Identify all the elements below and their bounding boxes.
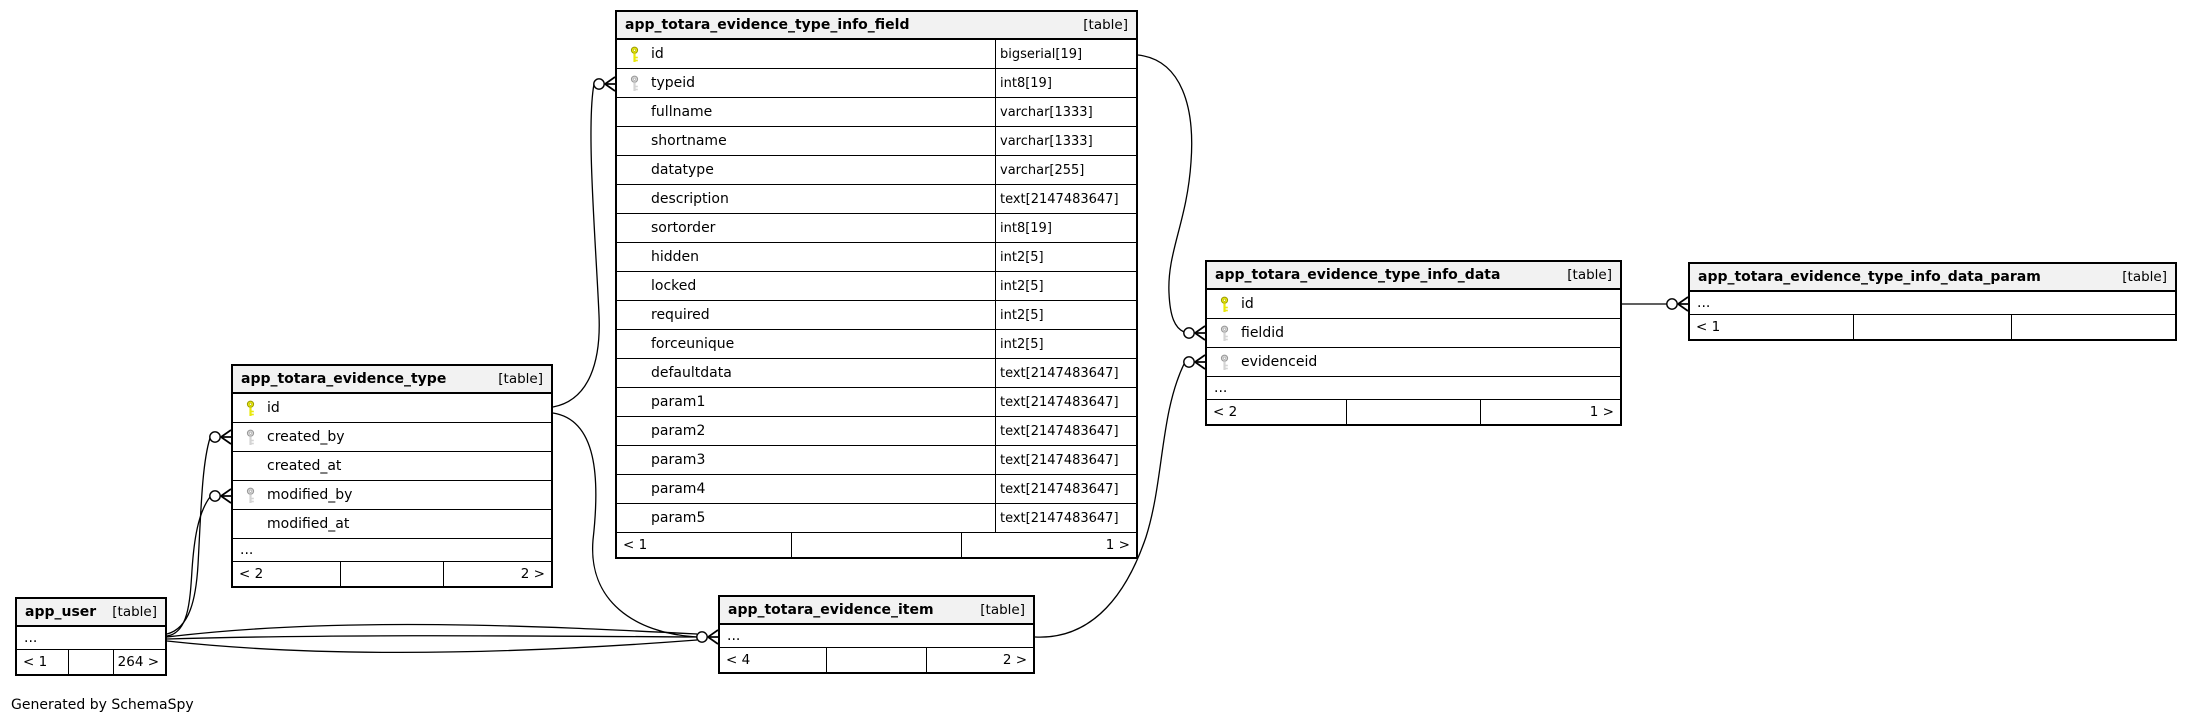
column-name-cell bbox=[617, 475, 995, 503]
column-row bbox=[617, 388, 1136, 417]
column-name: locked bbox=[651, 278, 697, 294]
foreign-key-icon bbox=[233, 429, 267, 446]
column-name-cell bbox=[617, 69, 995, 97]
footer-middle-cell bbox=[1346, 400, 1481, 424]
primary-key-icon bbox=[1207, 296, 1241, 313]
column-row bbox=[617, 214, 1136, 243]
column-row bbox=[617, 475, 1136, 504]
generated-by-note: Generated by SchemaSpy bbox=[11, 697, 194, 713]
relationship-line bbox=[1138, 55, 1192, 332]
column-name-cell bbox=[617, 243, 995, 271]
columns-ellipsis: ... bbox=[1690, 292, 2175, 315]
column-row bbox=[617, 504, 1136, 533]
column-name: description bbox=[651, 191, 729, 207]
table-header bbox=[233, 366, 551, 394]
column-type: varchar[255] bbox=[995, 156, 1136, 184]
crows-foot-connector bbox=[1667, 297, 1688, 311]
table-title[interactable]: app_totara_evidence_type_info_data_param bbox=[1698, 269, 2041, 285]
column-type: bigserial[19] bbox=[995, 40, 1136, 68]
table-header bbox=[1207, 262, 1620, 290]
crows-foot-connector bbox=[594, 77, 615, 91]
table-footer bbox=[17, 650, 165, 674]
table-type-badge: [table] bbox=[498, 371, 543, 387]
column-name: defaultdata bbox=[651, 365, 732, 381]
footer-prev-count[interactable]: < 1 bbox=[623, 537, 648, 553]
column-type: varchar[1333] bbox=[995, 98, 1136, 126]
column-name-cell bbox=[617, 417, 995, 445]
footer-prev-count[interactable]: < 4 bbox=[726, 652, 751, 668]
footer-middle-cell bbox=[826, 648, 928, 672]
column-row bbox=[617, 417, 1136, 446]
column-name-cell bbox=[1207, 290, 1620, 318]
table-title[interactable]: app_totara_evidence_type_info_data bbox=[1215, 267, 1501, 283]
column-name: id bbox=[651, 46, 664, 62]
column-name: typeid bbox=[651, 75, 696, 91]
column-name-cell bbox=[617, 185, 995, 213]
column-name: evidenceid bbox=[1241, 354, 1318, 370]
column-type: text[2147483647] bbox=[995, 504, 1136, 532]
table-type-badge: [table] bbox=[112, 604, 157, 620]
table-app_totara_evidence_type_info_data_param bbox=[1688, 262, 2177, 341]
foreign-key-icon bbox=[617, 75, 651, 92]
column-name-cell bbox=[617, 388, 995, 416]
table-app_totara_evidence_type bbox=[231, 364, 553, 588]
column-name-cell bbox=[617, 40, 995, 68]
columns-ellipsis: ... bbox=[17, 627, 165, 650]
table-header bbox=[720, 597, 1033, 625]
table-footer bbox=[1690, 315, 2175, 339]
column-name-cell bbox=[233, 510, 551, 538]
footer-next-count[interactable]: 1 > bbox=[1589, 404, 1614, 420]
column-type: text[2147483647] bbox=[995, 446, 1136, 474]
columns-ellipsis: ... bbox=[233, 539, 551, 562]
footer-next-count[interactable] bbox=[2012, 315, 2175, 339]
column-row bbox=[617, 330, 1136, 359]
relationship-line bbox=[553, 84, 599, 407]
column-name: param4 bbox=[651, 481, 706, 497]
table-footer bbox=[233, 562, 551, 586]
column-type: int2[5] bbox=[995, 330, 1136, 358]
table-header bbox=[17, 599, 165, 627]
column-name: id bbox=[267, 400, 280, 416]
table-header bbox=[617, 12, 1136, 40]
table-title[interactable]: app_totara_evidence_type bbox=[241, 371, 447, 387]
crows-foot-connector bbox=[210, 430, 231, 444]
column-name-cell bbox=[617, 446, 995, 474]
crows-foot-connector bbox=[210, 489, 231, 503]
column-type: text[2147483647] bbox=[995, 359, 1136, 387]
column-name: modified_at bbox=[267, 516, 350, 532]
column-name-cell bbox=[1207, 348, 1620, 376]
column-row bbox=[617, 243, 1136, 272]
column-name-cell bbox=[233, 394, 551, 422]
column-row bbox=[617, 69, 1136, 98]
column-name-cell bbox=[617, 504, 995, 532]
crows-foot-connector bbox=[697, 630, 718, 644]
column-name: sortorder bbox=[651, 220, 716, 236]
column-type: text[2147483647] bbox=[995, 475, 1136, 503]
footer-prev-count[interactable]: < 2 bbox=[239, 566, 264, 582]
column-name-cell bbox=[617, 214, 995, 242]
footer-middle-cell bbox=[68, 650, 115, 674]
column-row bbox=[233, 481, 551, 510]
column-name: created_by bbox=[267, 429, 345, 445]
primary-key-icon bbox=[617, 46, 651, 63]
column-name: param5 bbox=[651, 510, 706, 526]
column-name: datatype bbox=[651, 162, 714, 178]
column-type: int2[5] bbox=[995, 243, 1136, 271]
table-type-badge: [table] bbox=[980, 602, 1025, 618]
column-name: param1 bbox=[651, 394, 706, 410]
column-name: id bbox=[1241, 296, 1254, 312]
column-name: forceunique bbox=[651, 336, 735, 352]
column-name: created_at bbox=[267, 458, 342, 474]
column-name-cell bbox=[617, 98, 995, 126]
column-name-cell bbox=[233, 423, 551, 451]
column-type: text[2147483647] bbox=[995, 388, 1136, 416]
relationship-line bbox=[167, 636, 697, 639]
column-row bbox=[617, 359, 1136, 388]
column-row bbox=[233, 423, 551, 452]
table-type-badge: [table] bbox=[1567, 267, 1612, 283]
table-title[interactable]: app_user bbox=[25, 604, 97, 620]
column-name-cell bbox=[617, 359, 995, 387]
table-header bbox=[1690, 264, 2175, 292]
column-name: fieldid bbox=[1241, 325, 1284, 341]
column-row bbox=[617, 301, 1136, 330]
column-name-cell bbox=[617, 156, 995, 184]
primary-key-icon bbox=[233, 400, 267, 417]
column-type: int2[5] bbox=[995, 272, 1136, 300]
column-type: text[2147483647] bbox=[995, 185, 1136, 213]
footer-middle-cell bbox=[1853, 315, 2012, 339]
column-row bbox=[233, 452, 551, 481]
column-row bbox=[617, 156, 1136, 185]
column-type: int8[19] bbox=[995, 214, 1136, 242]
column-name-cell bbox=[233, 481, 551, 509]
column-type: text[2147483647] bbox=[995, 417, 1136, 445]
column-row bbox=[233, 394, 551, 423]
column-name: param2 bbox=[651, 423, 706, 439]
table-title[interactable]: app_totara_evidence_item bbox=[728, 602, 934, 618]
table-app_totara_evidence_type_info_field bbox=[615, 10, 1138, 559]
column-row bbox=[617, 127, 1136, 156]
footer-next-count[interactable]: 2 > bbox=[520, 566, 545, 582]
column-name: required bbox=[651, 307, 710, 323]
footer-next-count[interactable]: 264 > bbox=[117, 654, 160, 670]
column-name: shortname bbox=[651, 133, 727, 149]
column-type: varchar[1333] bbox=[995, 127, 1136, 155]
column-row bbox=[617, 98, 1136, 127]
column-type: int8[19] bbox=[995, 69, 1136, 97]
footer-middle-cell bbox=[791, 533, 961, 557]
column-name-cell bbox=[617, 301, 995, 329]
table-title[interactable]: app_totara_evidence_type_info_field bbox=[625, 17, 910, 33]
column-row bbox=[617, 40, 1136, 69]
column-name-cell bbox=[1207, 319, 1620, 347]
column-row bbox=[617, 272, 1136, 301]
foreign-key-icon bbox=[1207, 354, 1241, 371]
column-name: fullname bbox=[651, 104, 713, 120]
columns-ellipsis: ... bbox=[720, 625, 1033, 648]
column-row bbox=[617, 446, 1136, 475]
footer-middle-cell bbox=[340, 562, 443, 586]
relationship-line bbox=[167, 640, 697, 652]
table-app_user bbox=[15, 597, 167, 676]
crows-foot-connector bbox=[1184, 326, 1205, 340]
table-type-badge: [table] bbox=[1083, 17, 1128, 33]
column-name: modified_by bbox=[267, 487, 353, 503]
column-name-cell bbox=[233, 452, 551, 480]
column-type: int2[5] bbox=[995, 301, 1136, 329]
column-name-cell bbox=[617, 330, 995, 358]
table-footer bbox=[720, 648, 1033, 672]
table-footer bbox=[1207, 400, 1620, 424]
column-row bbox=[233, 510, 551, 539]
column-row bbox=[1207, 348, 1620, 377]
table-footer bbox=[617, 533, 1136, 557]
column-name-cell bbox=[617, 127, 995, 155]
columns-ellipsis: ... bbox=[1207, 377, 1620, 400]
table-type-badge: [table] bbox=[2122, 269, 2167, 285]
table-app_totara_evidence_type_info_data bbox=[1205, 260, 1622, 426]
footer-prev-count[interactable]: < 1 bbox=[23, 654, 48, 670]
footer-next-count[interactable]: 1 > bbox=[1105, 537, 1130, 553]
column-name: hidden bbox=[651, 249, 700, 265]
column-name-cell bbox=[617, 272, 995, 300]
footer-prev-count[interactable]: < 2 bbox=[1213, 404, 1238, 420]
column-row bbox=[617, 185, 1136, 214]
foreign-key-icon bbox=[1207, 325, 1241, 342]
column-row bbox=[1207, 319, 1620, 348]
column-row bbox=[1207, 290, 1620, 319]
footer-prev-count[interactable]: < 1 bbox=[1696, 319, 1721, 335]
column-name: param3 bbox=[651, 452, 706, 468]
crows-foot-connector bbox=[1184, 355, 1205, 369]
table-app_totara_evidence_item bbox=[718, 595, 1035, 674]
footer-next-count[interactable]: 2 > bbox=[1002, 652, 1028, 668]
foreign-key-icon bbox=[233, 487, 267, 504]
